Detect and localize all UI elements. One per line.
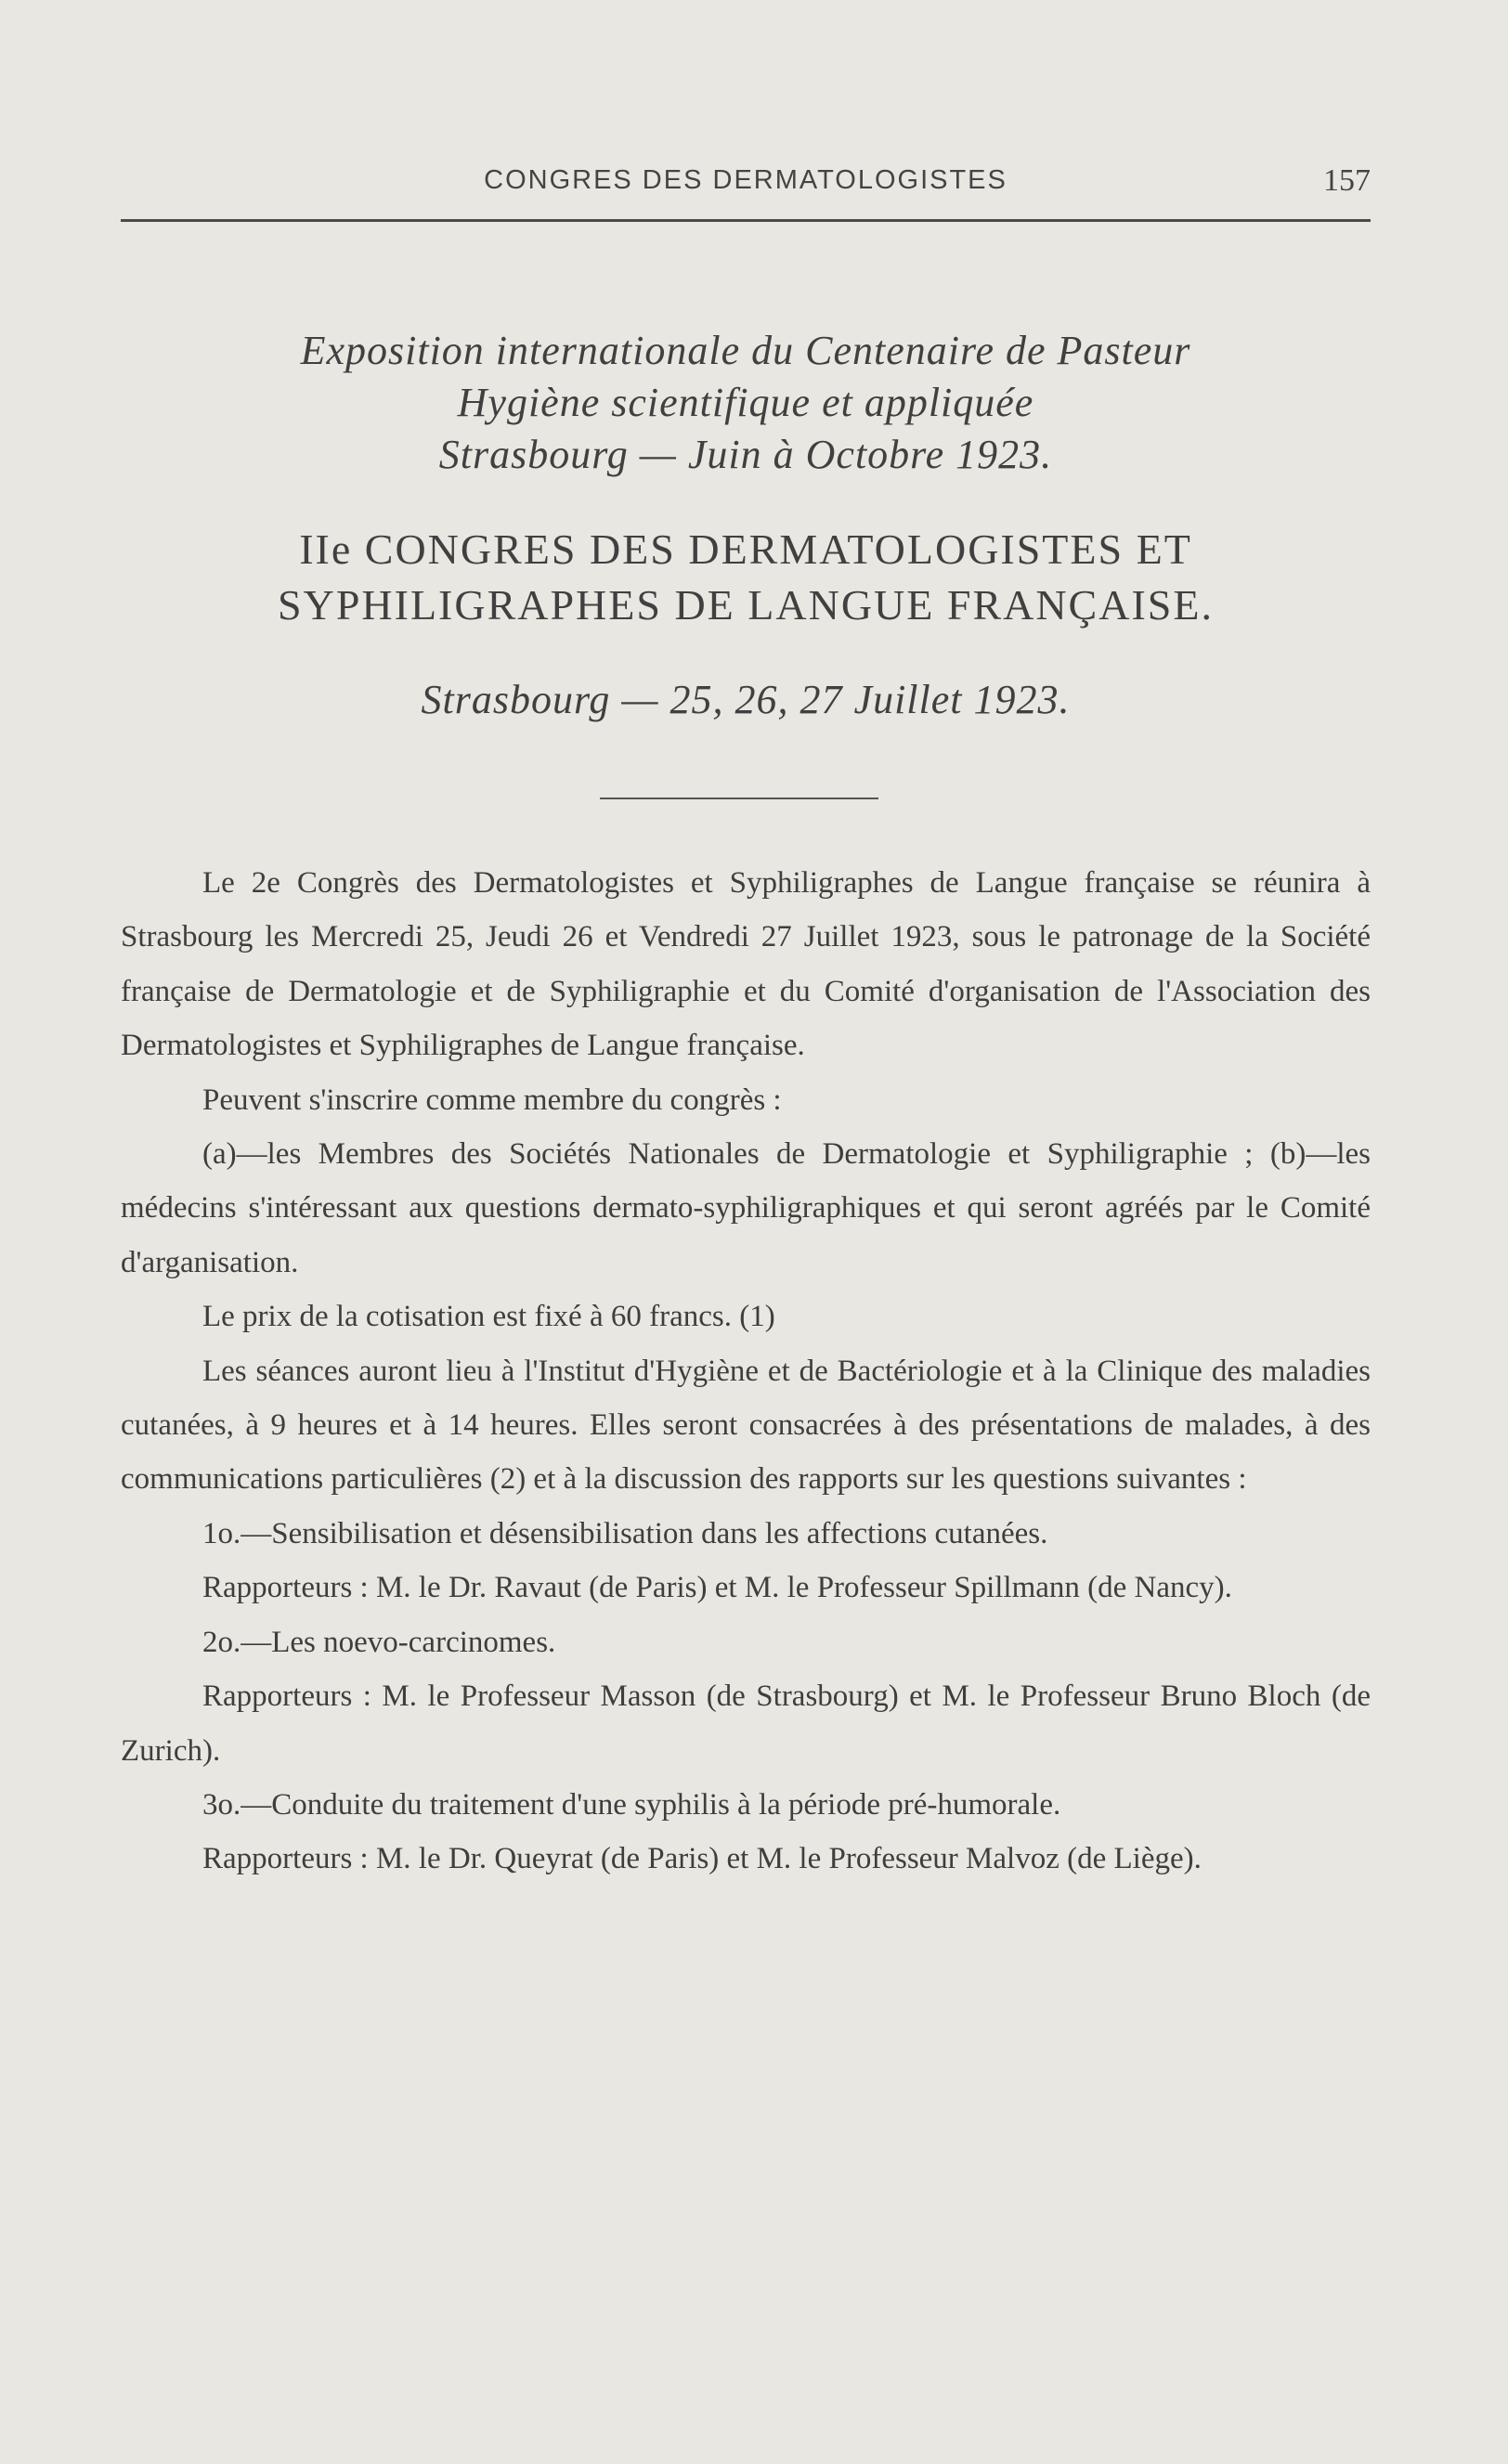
paragraph-intro: Le 2e Congrès des Dermatologistes et Syphiligraphes de Langue française se réunira à Strasbourg les Mercredi 25, Jeudi 26 et Vendredi 27 Juillet 1923, sous le patronage de la Société française de Dermatologie et de Syphiligraphie et du Comité d'organisation de l'Association des Dermatologistes et Syphiligraphes de Langue française. xyxy=(121,866,1371,1063)
paragraph-rapporteurs-2: Rapporteurs : M. le Professeur Masson (de Strasbourg) et M. le Professeur Bruno Bloch (de Zurich). xyxy=(121,1679,1371,1768)
running-title: CONGRES DES DERMATOLOGISTES xyxy=(484,165,1008,195)
paragraph-topic-2: 2o.—Les noevo-carcinomes. xyxy=(202,1625,556,1659)
paragraph-topic-1: 1o.—Sensibilisation et désensibilisation dans les affections cutanées. xyxy=(202,1516,1048,1550)
place-date: Strasbourg — 25, 26, 27 Juillet 1923. xyxy=(421,677,1071,722)
section-divider xyxy=(600,798,878,799)
exposition-line-3: Strasbourg — Juin à Octobre 1923. xyxy=(438,432,1053,477)
exposition-line-1: Exposition internationale du Centenaire de Pasteur xyxy=(300,328,1191,373)
header-rule xyxy=(121,219,1371,222)
paragraph-membership: Peuvent s'inscrire comme membre du congrès : xyxy=(202,1083,782,1117)
paragraph-topic-3: 3o.—Conduite du traitement d'une syphilis à la période pré-humorale. xyxy=(202,1787,1061,1822)
paragraph-fee: Le prix de la cotisation est fixé à 60 francs. (1) xyxy=(202,1300,775,1334)
paragraph-sessions: Les séances auront lieu à l'Institut d'Hygiène et de Bactériologie et à la Clinique des maladies cutanées, à 9 heures et à 14 heures. Elles seront consacrées à des présentations de malades, à des communications particulières (2) et à la discussion des rapports sur les questions suivantes : xyxy=(121,1354,1371,1497)
body-text xyxy=(121,856,1371,1887)
paragraph-rapporteurs-1: Rapporteurs : M. le Dr. Ravaut (de Paris) et M. le Professeur Spillmann (de Nancy). xyxy=(202,1571,1232,1605)
running-head xyxy=(121,160,1371,202)
congress-title-line-2: SYPHILIGRAPHES DE LANGUE FRANÇAISE. xyxy=(278,581,1214,629)
congress-title-line-1: IIe CONGRES DES DERMATOLOGISTES ET xyxy=(299,525,1192,573)
place-date-heading xyxy=(121,674,1371,726)
congress-title xyxy=(121,522,1371,633)
page-number: 157 xyxy=(1323,163,1371,198)
paragraph-rapporteurs-3: Rapporteurs : M. le Dr. Queyrat (de Paris) et M. le Professeur Malvoz (de Liège). xyxy=(202,1842,1202,1876)
exposition-heading xyxy=(121,325,1371,481)
exposition-line-2: Hygiène scientifique et appliquée xyxy=(457,380,1034,425)
paragraph-member-categories: (a)—les Membres des Sociétés Nationales de Dermatologie et Syphiligraphie ; (b)—les médecins s'intéressant aux questions dermato-syphiligraphiques et qui seront agréés par le Comité d'arganisation. xyxy=(121,1137,1371,1279)
